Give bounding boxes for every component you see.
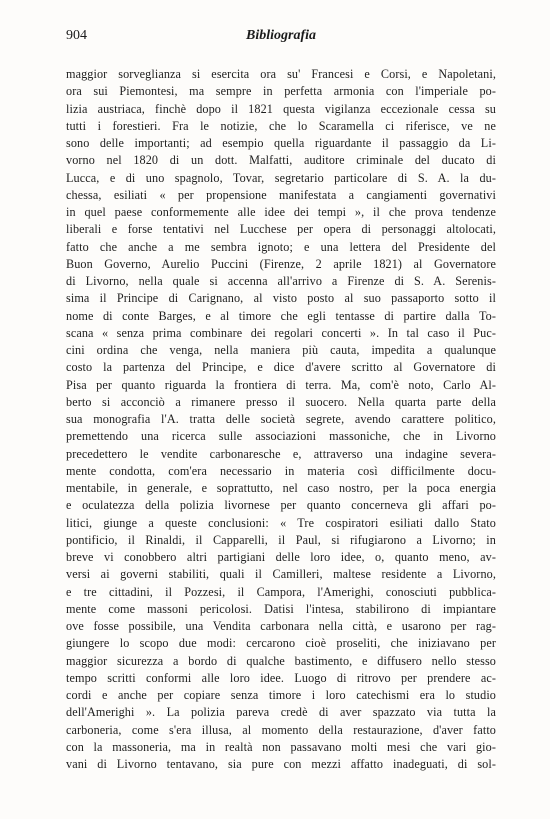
text-line: giungere lo scopo due modi: cercarono cioè proseliti, che iniziavano per	[66, 636, 496, 651]
text-line: pontificio, il Rinaldi, il Capparelli, il Paul, si rifugiarono a Livorno; in	[66, 532, 496, 547]
text-line: ora sui Piemontesi, ma sempre in perfetta armonia con l'imperiale po-	[66, 84, 496, 99]
text-line: Buon Governo, Aurelio Puccini (Firenze, 2 aprile 1821) al Governatore	[66, 256, 496, 271]
text-line: e oculatezza della polizia livornese per quanto concerneva gli affari po-	[66, 498, 496, 513]
text-line: breve vi conobbero altri partigiani delle loro idee, o, quanto meno, av-	[66, 550, 496, 564]
text-line: sua monografia l'A. tratta delle società segrete, avendo carattere politico,	[66, 412, 496, 426]
text-line: sima il Principe di Carignano, al visto posto al suo passaporto sotto il	[66, 291, 496, 306]
text-line: in quel paese conformemente alle idee dei tempi », il che prova tendenze	[66, 205, 496, 219]
text-line: tempo scritti conformi alle loro idee. Luogo di ritrovo per prendere ac-	[66, 670, 496, 685]
text-line: mentabile, in generale, e soprattutto, nel caso nostro, per la poca energia	[66, 481, 496, 495]
text-line: scana « senza prima combinare dei regolari concerti ». In tal caso il Puc-	[66, 325, 496, 340]
text-line: cini ordina che venga, nella maniera più cauta, impedita a qualunque	[66, 343, 496, 357]
text-line: tutti i forestieri. Fra le notizie, che lo Scaramella ci riferisce, ve ne	[66, 118, 496, 133]
text-line: cordi e anche per copiare senza timore i loro catechismi era lo studio	[66, 688, 496, 702]
text-line: nome di conte Barges, e al timore che egli tentasse di partire dalla To-	[66, 308, 496, 323]
text-line: di Livorno, nella quale si accenna all'arrivo a Firenze di S. A. Serenis-	[66, 274, 496, 288]
text-line: sono delle importanti; ad esempio quella riguardante il passaggio da Li-	[66, 136, 496, 150]
text-line: maggior sorveglianza si esercita ora su' Francesi e Corsi, e Napoletani,	[66, 67, 496, 81]
text-line: carboneria, come s'era illusa, al momento della restaurazione, d'aver fatto	[66, 722, 496, 737]
text-line: con la massoneria, ma in realtà non passavano molti mesi che vari gio-	[66, 739, 496, 754]
body-paragraph	[66, 66, 496, 773]
text-line: liberali e forse tentativi nel Lucchese per opera di personaggi altolocati,	[66, 222, 496, 237]
text-line: mente condotta, com'era necessario in materia così difficilmente docu-	[66, 463, 496, 478]
text-line: precedettero le vendite carbonaresche e, attraverso una indagine severa-	[66, 446, 496, 461]
text-line: vorno nel 1820 di un dott. Malfatti, auditore criminale del ducato di	[66, 153, 496, 168]
text-line: e tre cittadini, il Pozzesi, il Campora, l'Amerighi, conosciuti pubblica-	[66, 584, 496, 599]
text-line: lizia austriaca, finchè dopo il 1821 questa vigilanza eccezionale cessa su	[66, 101, 496, 116]
text-line: ove fosse possibile, una Vendita carbonara nella città, e usarono per rag-	[66, 619, 496, 633]
text-line: vani di Livorno tentavano, sia pure con mezzi affatto inadeguati, di sol-	[66, 757, 496, 771]
text-line: versi ai governi stabiliti, quali il Camilleri, maltese residente a Livorno,	[66, 567, 496, 582]
text-line: costo la partenza del Principe, e dice d'avere scritto al Governatore di	[66, 360, 496, 375]
text-line: fatto che anche a me sembra ignoto; e una lettera del Presidente del	[66, 239, 496, 254]
text-line: Lucca, e di uno spagnolo, Tovar, segretario particolare di S. A. la du-	[66, 170, 496, 185]
text-line: mente come massoni pericolosi. Datisi l'intesa, stabilirono di impiantare	[66, 601, 496, 616]
text-line: berto si acconciò a rimanere presso il suocero. Nella quarta parte della	[66, 394, 496, 409]
page-number: 904	[66, 28, 87, 43]
text-line: litici, giunge a queste conclusioni: « Tre cospiratori esiliati dallo Stato	[66, 515, 496, 530]
text-line: chessa, esiliati « per propensione manifestata a cangiamenti governativi	[66, 187, 496, 202]
text-line: dell'Amerighi ». La polizia pareva credè di aver spazzato via tutta la	[66, 705, 496, 720]
text-line: premettendo una ricerca sulle associazioni massoniche, che in Livorno	[66, 429, 496, 444]
text-line: maggior sicurezza a bordo di qualche bastimento, e diffusero nello stesso	[66, 653, 496, 668]
page-header	[56, 28, 496, 48]
text-line: Pisa per quanto riguarda la frontiera di terra. Ma, com'è noto, Carlo Al-	[66, 377, 496, 392]
running-head: Bibliografia	[246, 28, 317, 43]
